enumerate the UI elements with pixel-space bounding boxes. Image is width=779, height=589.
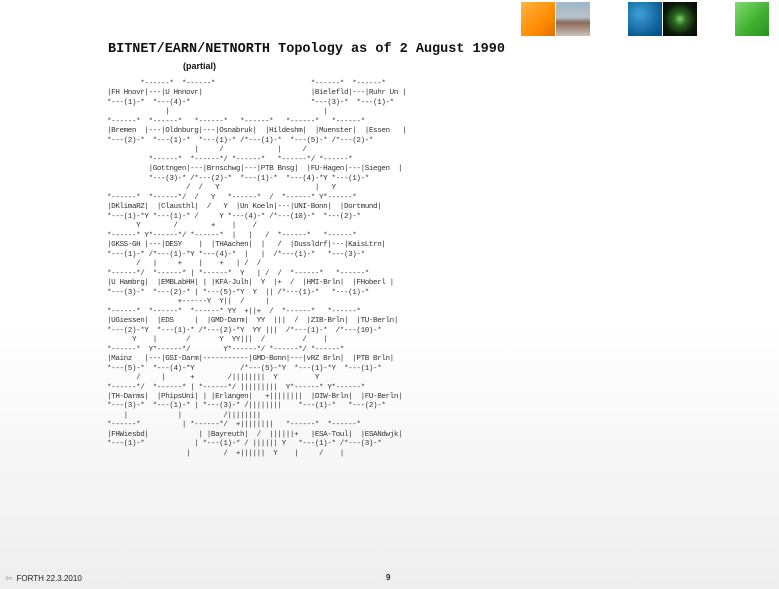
page-number: 9	[386, 573, 391, 582]
topology-line: |UGiessen| |EDS | |GMD-Darm| YY ||| / |ZIB-Brln| |TU-Berln|	[107, 317, 398, 326]
topology-line: | |	[107, 108, 328, 117]
topology-line: +------Y Y|| / |	[107, 298, 270, 307]
topology-line: *------* *------* *------* *------* *------* *------*	[107, 117, 365, 126]
topology-line: *---(1)-* | *---(1)-* / |||||| Y *---(1)-* /*---(3)-*	[107, 440, 382, 449]
back-arrow-icon[interactable]: ⇦	[5, 573, 13, 583]
green-square-tile	[735, 2, 769, 36]
topology-line: *------*/ *------* | *------* Y | / / *------* *------*	[107, 269, 369, 278]
footer	[5, 573, 82, 584]
topology-line: *---(3)-* /*---(2)-* *---(1)-* *---(4)-*Y *---(1)-*	[107, 174, 369, 183]
topology-line: *------*/ *------* | *------*/ ||||||||| Y*------* Y*------*	[107, 383, 365, 392]
topology-line: *------* *------* *------* *------*	[107, 80, 386, 88]
topology-line: *---(3)-* *---(1)-* | *---(3)-* /|||||||| *---(1)-* *---(2)-*	[107, 402, 386, 411]
blue-square-tile	[628, 2, 662, 36]
topology-line: / / Y | Y	[107, 184, 336, 193]
tree-network-image-tile	[663, 2, 697, 36]
topology-line: | | /||||||||	[107, 411, 261, 420]
topology-diagram	[107, 80, 406, 459]
building-photo-tile	[556, 2, 590, 36]
orange-square-tile	[521, 2, 555, 36]
topology-line: |FH Hnovr|---|U Hnnovr| |Bielefld|---|Ruhr Un |	[107, 89, 407, 98]
topology-line: |Bremen |---|Oldnburg|---|Osnabruk| |Hildeshm| |Muenster| |Essen |	[107, 127, 407, 136]
topology-line: *---(3)-* *---(2)-* | *---(5)-*Y Y || /*---(1)-* *---(1)-*	[107, 288, 369, 297]
topology-line: *---(5)-* *---(4)-*Y /*---(5)-*Y *---(1)-*Y *---(1)-*	[107, 364, 382, 373]
topology-line: | / | /	[107, 146, 307, 155]
topology-line: *------* *------*/ *------* *------*/ *------*	[107, 155, 353, 164]
topology-line: *------* *------* *------* YY +||+ / *------* *------*	[107, 307, 361, 316]
topology-line: |U Hambrg| |EMBLabHH| | |KFA-Julh| Y |+ / |HMI-Brln| |FHoberl |	[107, 279, 394, 288]
topology-line: |FHWiesbd| | |Bayreuth| / ||||||+ |ESA-Toul| |ESANdwjk|	[107, 430, 403, 439]
topology-line: | / +|||||| Y | / |	[107, 449, 344, 458]
topology-line: *------* | *------*/ +|||||||| *------* *------*	[107, 421, 361, 430]
topology-line: *------* Y*------*/ *------* | | / *------* *------*	[107, 231, 357, 240]
topology-line: *---(2)-*Y *---(1)-* /*---(2)-*Y YY ||| /*---(1)-* /*---(10)-*	[107, 326, 382, 335]
slide-subtitle: (partial)	[183, 61, 217, 71]
topology-line: / | + | + | / /	[107, 260, 261, 269]
topology-line: / | + /|||||||| Y Y	[107, 374, 320, 383]
topology-line: |TH-Darms| |PhipsUni| | |Erlangen| +|||||||| |DIW-Brln| |FU-Berln|	[107, 392, 403, 401]
footer-label: FORTH 22.3.2010	[16, 574, 82, 583]
topology-line: *------* *------*/ / Y *------* / *------* Y*------*	[107, 193, 357, 202]
topology-line: *---(2)-* *---(1)-* *---(1)-* /*---(1)-* *---(5)-* /*---(2)-*	[107, 136, 374, 145]
slide-title: BITNET/EARN/NETNORTH Topology as of 2 August 1990	[108, 42, 505, 57]
topology-line: |DKlimaRZ| |Clausthl| / Y |Un Koeln|---|UNI-Bonn| |Dortmund|	[107, 203, 382, 212]
topology-line: *---(1)-* *---(4)-* *---(3)-* *---(1)-*	[107, 98, 394, 107]
topology-line: |Gottngen|---|Brnschwg|---|PTB Bnsg| |FU-Hagen|---|Siegen |	[107, 165, 403, 174]
topology-line: *---(1)-* /*---(1)-*Y *---(4)-* | | /*---(1)-* *---(3)-*	[107, 250, 365, 259]
topology-line: Y | / Y YY||| / / |	[107, 336, 328, 345]
topology-line: *---(1)-*Y *---(1)-* / Y *---(4)-* /*---(10)-* *---(2)-*	[107, 212, 361, 221]
topology-line: *------* Y*------*/ Y*------*/ *------*/ *------*	[107, 345, 344, 354]
topology-line: Y / + | /	[107, 222, 257, 231]
topology-line: |GKSS-GH |---|DESY | |THAachen| | / |Dussldrf|---|KaisLtrn|	[107, 241, 386, 250]
topology-line: |Mainz |---|GSI-Darm|-----------|GMD-Bonn|---|vRZ Brln| |PTB Brln|	[107, 355, 394, 364]
